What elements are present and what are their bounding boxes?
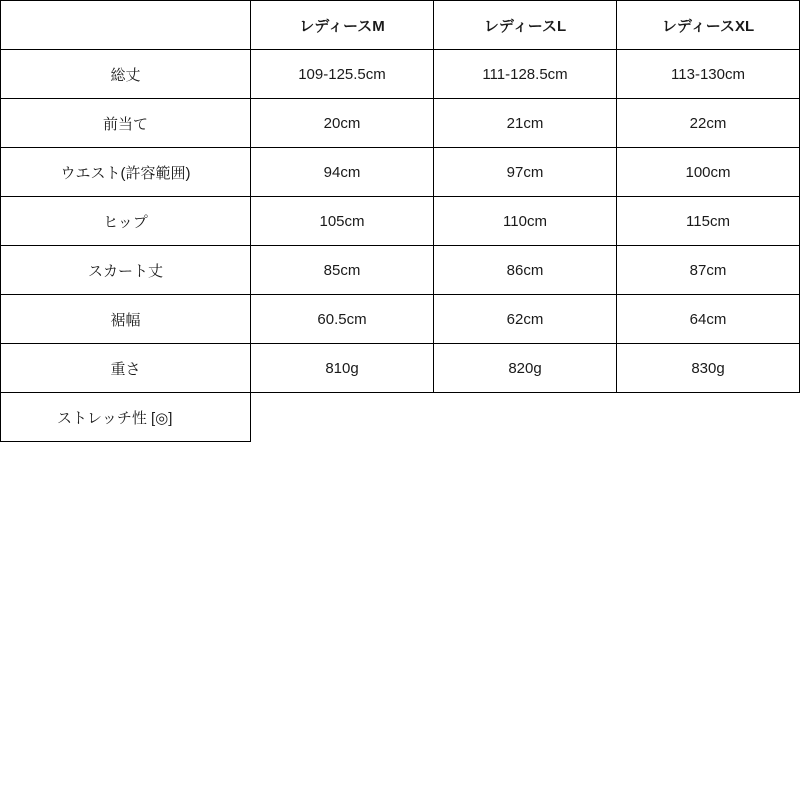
- table-row-stretch: [1, 393, 800, 442]
- cell-hem-width-l: 62cm: [434, 295, 617, 344]
- cell-total-length-l: 111-128.5cm: [434, 50, 617, 99]
- cell-waist-m: 94cm: [251, 148, 434, 197]
- row-label-skirt-length: スカート丈: [1, 246, 251, 295]
- cell-stretch-l: [434, 393, 617, 442]
- column-header-ladies-xl: レディースXL: [617, 1, 800, 50]
- cell-weight-l: 820g: [434, 344, 617, 393]
- cell-stretch-xl: [617, 393, 800, 442]
- cell-stretch-m: [251, 393, 434, 442]
- cell-hip-l: 110cm: [434, 197, 617, 246]
- row-label-hem-width: 裾幅: [1, 295, 251, 344]
- row-label-waist: ウエスト(許容範囲): [1, 148, 251, 197]
- cell-skirt-length-l: 86cm: [434, 246, 617, 295]
- table-row: [1, 246, 800, 295]
- cell-weight-m: 810g: [251, 344, 434, 393]
- row-label-total-length: 総丈: [1, 50, 251, 99]
- table-row: [1, 50, 800, 99]
- table-row: [1, 295, 800, 344]
- cell-bib-xl: 22cm: [617, 99, 800, 148]
- cell-total-length-m: 109-125.5cm: [251, 50, 434, 99]
- table-row: [1, 197, 800, 246]
- row-label-bib: 前当て: [1, 99, 251, 148]
- table-row: [1, 99, 800, 148]
- table-header: [1, 1, 800, 50]
- row-label-weight: 重さ: [1, 344, 251, 393]
- cell-total-length-xl: 113-130cm: [617, 50, 800, 99]
- table-header-row: [1, 1, 800, 50]
- cell-hem-width-xl: 64cm: [617, 295, 800, 344]
- cell-waist-xl: 100cm: [617, 148, 800, 197]
- table-body: [1, 50, 800, 442]
- cell-hip-xl: 115cm: [617, 197, 800, 246]
- table-row: [1, 344, 800, 393]
- table-row: [1, 148, 800, 197]
- table-corner-cell: [1, 1, 251, 50]
- cell-hip-m: 105cm: [251, 197, 434, 246]
- column-header-ladies-l: レディースL: [434, 1, 617, 50]
- cell-bib-l: 21cm: [434, 99, 617, 148]
- cell-hem-width-m: 60.5cm: [251, 295, 434, 344]
- cell-skirt-length-xl: 87cm: [617, 246, 800, 295]
- row-label-hip: ヒップ: [1, 197, 251, 246]
- row-label-stretch: ストレッチ性 [◎]: [1, 393, 251, 442]
- cell-waist-l: 97cm: [434, 148, 617, 197]
- column-header-ladies-m: レディースM: [251, 1, 434, 50]
- cell-bib-m: 20cm: [251, 99, 434, 148]
- cell-weight-xl: 830g: [617, 344, 800, 393]
- cell-skirt-length-m: 85cm: [251, 246, 434, 295]
